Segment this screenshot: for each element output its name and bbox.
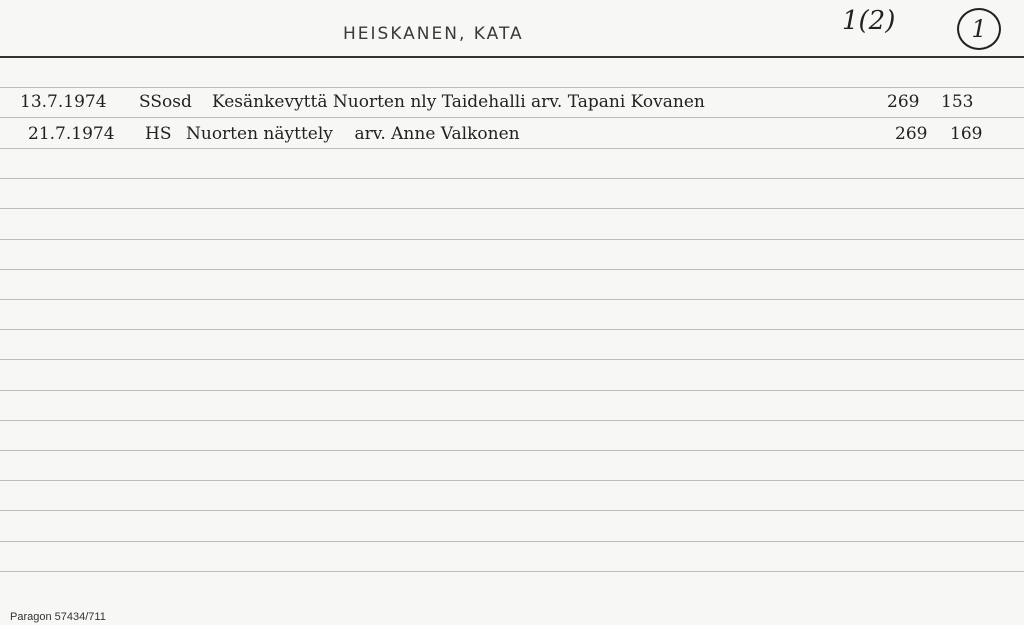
ruled-line	[0, 571, 1024, 572]
ruled-line	[0, 178, 1024, 179]
entry-source: SSosd	[139, 92, 192, 112]
ruled-line	[0, 510, 1024, 511]
page-mark: 1(2)	[842, 6, 896, 36]
entry-code-2: 153	[941, 92, 974, 112]
card-title: HEISKANEN, KATA	[343, 24, 524, 44]
ruled-line	[0, 541, 1024, 542]
ruled-line	[0, 239, 1024, 240]
entry-date: 21.7.1974	[28, 124, 115, 144]
printer-mark: Paragon 57434/711	[10, 611, 106, 623]
entry-row	[0, 86, 1024, 116]
ruled-line	[0, 390, 1024, 391]
ruled-line	[0, 420, 1024, 421]
ruled-line	[0, 148, 1024, 149]
ruled-line	[0, 450, 1024, 451]
ruled-line	[0, 299, 1024, 300]
ruled-line	[0, 359, 1024, 360]
entry-text: Kesänkevyttä Nuorten nly Taidehalli arv. Tapani Kovanen	[212, 92, 705, 112]
entry-code-1: 269	[887, 92, 920, 112]
header-rule	[0, 56, 1024, 58]
ruled-line	[0, 269, 1024, 270]
ruled-line	[0, 480, 1024, 481]
entry-text: Nuorten näyttely arv. Anne Valkonen	[186, 124, 520, 144]
entry-date: 13.7.1974	[20, 92, 107, 112]
ruled-line	[0, 329, 1024, 330]
ruled-line	[0, 208, 1024, 209]
entry-code-2: 169	[950, 124, 983, 144]
entry-source: HS	[145, 124, 172, 144]
entry-row	[0, 118, 1024, 148]
entry-code-1: 269	[895, 124, 928, 144]
card-number-circle: 1	[957, 8, 1001, 50]
